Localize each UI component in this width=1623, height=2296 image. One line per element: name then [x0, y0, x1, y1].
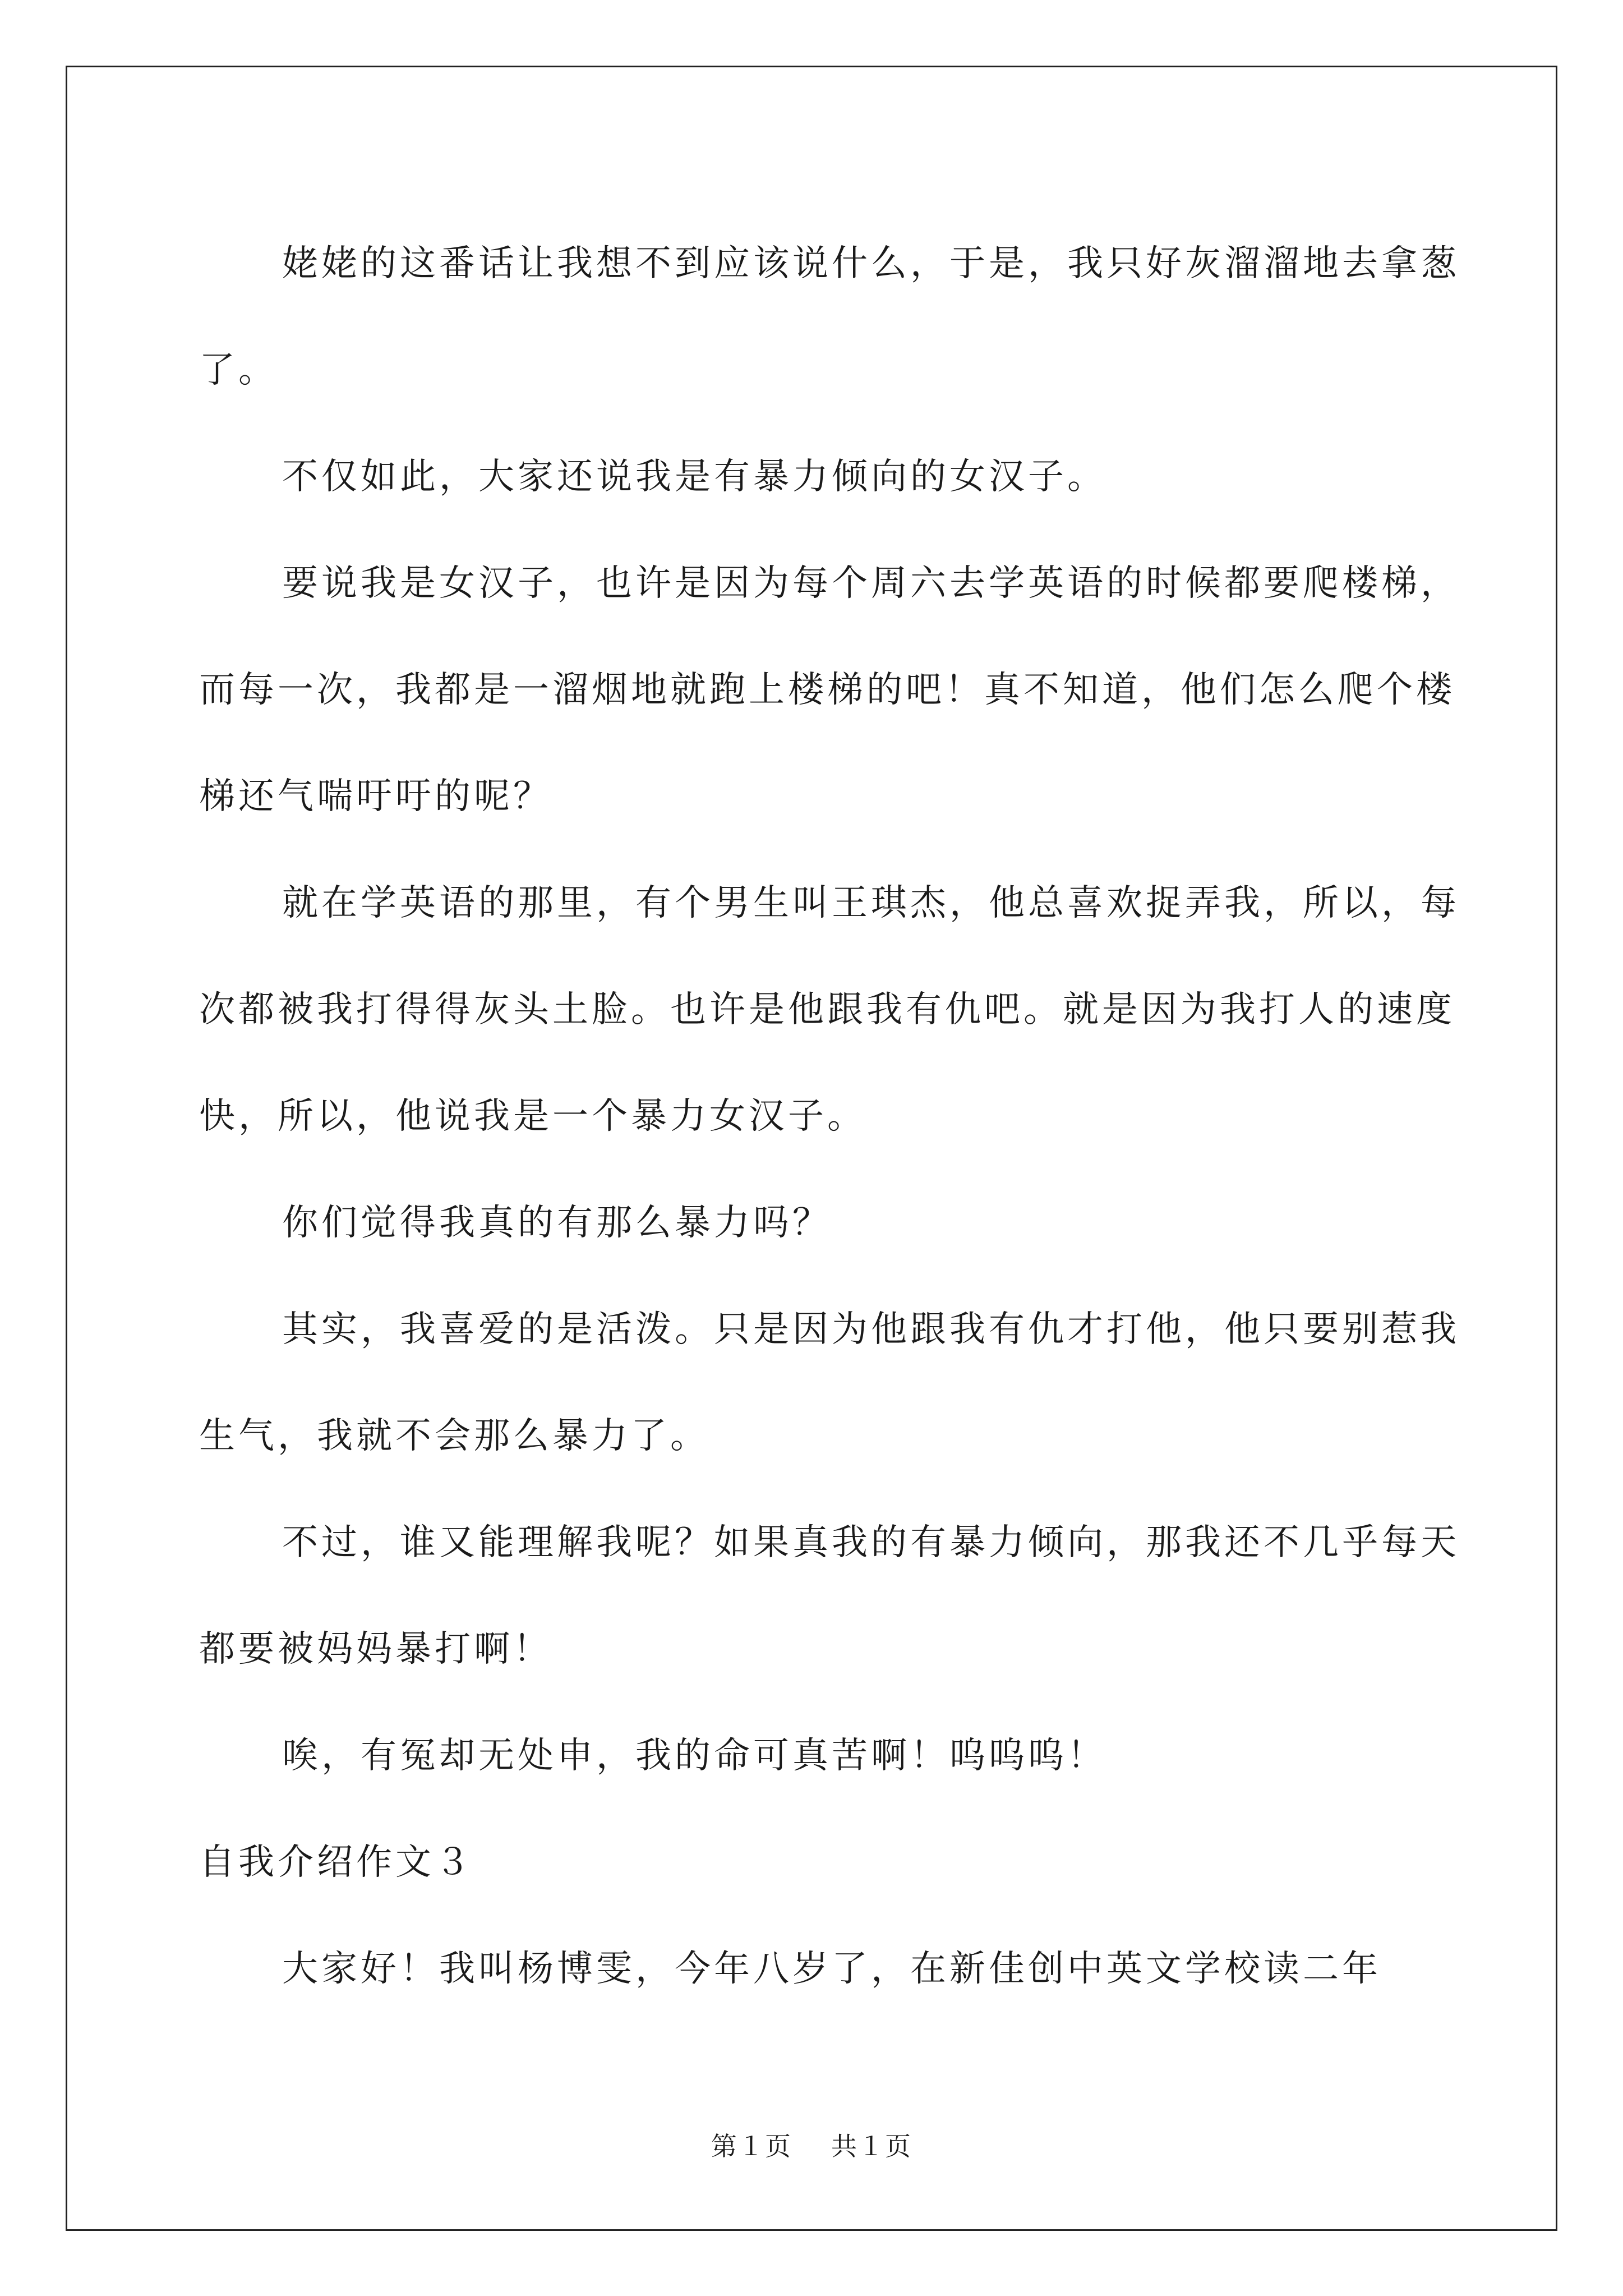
paragraph: 不仅如此，大家还说我是有暴力倾向的女汉子。 — [282, 456, 1106, 498]
page-total: 共１页 — [831, 2131, 912, 2161]
paragraph: 不过，谁又能理解我呢？如果真我的有暴力倾向，那我还不几乎每天都要被妈妈暴打啊！ — [199, 1522, 1460, 1670]
paragraph: 姥姥的这番话让我想不到应该说什么，于是，我只好灰溜溜地去拿葱了。 — [199, 243, 1460, 391]
paragraph: 大家好！我叫杨博雯，今年八岁了，在新佳创中英文学校读二年 — [282, 1948, 1381, 1990]
document-body — [199, 210, 1461, 2022]
paragraph: 其实，我喜爱的是活泼。只是因为他跟我有仇才打他，他只要别惹我生气，我就不会那么暴力了。 — [199, 1309, 1460, 1457]
page-footer — [0, 2126, 1623, 2163]
section-heading: 自我介绍作文３ — [199, 1842, 474, 1883]
paragraph: 就在学英语的那里，有个男生叫王琪杰，他总喜欢捉弄我，所以，每次都被我打得得灰头土脸。也许是他跟我有仇吧。就是因为我打人的速度快，所以，他说我是一个暴力女汉子。 — [199, 882, 1460, 1137]
paragraph: 唉，有冤却无处申，我的命可真苦啊！呜呜呜！ — [282, 1735, 1106, 1777]
paragraph: 你们觉得我真的有那么暴力吗？ — [282, 1202, 832, 1244]
paragraph: 要说我是女汉子，也许是因为每个周六去学英语的时候都要爬楼梯，而每一次，我都是一溜烟地就跑上楼梯的吧！真不知道，他们怎么爬个楼梯还气喘吁吁的呢？ — [199, 563, 1460, 817]
page-number: 第１页 — [711, 2131, 792, 2161]
